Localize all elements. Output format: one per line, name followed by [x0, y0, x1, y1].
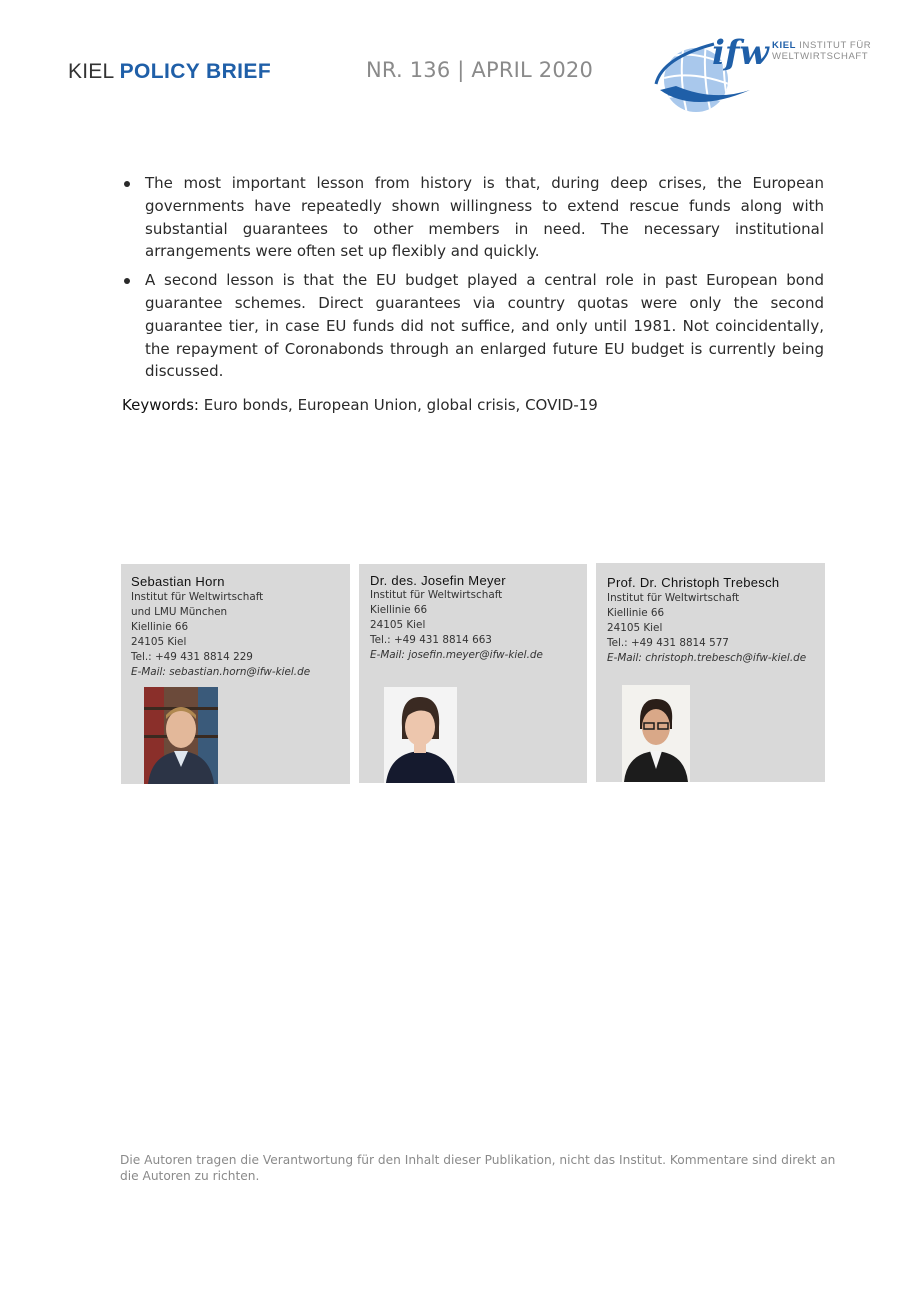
author-street: Kiellinie 66 [131, 621, 189, 633]
author-contact [370, 588, 543, 663]
disclaimer-footer: Die Autoren tragen die Verantwortung für den Inhalt dieser Publikation, nicht das Institut. Kommentare sind direkt an die Autoren zu richten. [120, 1153, 836, 1183]
list-item [122, 172, 824, 263]
keywords-label: Keywords: [122, 396, 199, 414]
series-title [68, 60, 271, 84]
keywords [122, 396, 598, 414]
author-city: 24105 Kiel [131, 636, 187, 648]
author-name: Sebastian Horn [131, 574, 225, 589]
author-city: 24105 Kiel [370, 619, 426, 631]
logo-kiel: KIEL [772, 40, 797, 51]
series-name: POLICY BRIEF [119, 60, 272, 83]
author-institute: Institut für Weltwirtschaft [607, 592, 740, 604]
author-photo-meyer [384, 687, 457, 783]
keywords-value: Euro bonds, European Union, global crisis, COVID-19 [203, 396, 598, 414]
list-item-text: A second lesson is that the EU budget played a central role in past European bond guarantee schemes. Direct guarantees via country quotas were only the second guarantee tier, in case EU funds did not suffice, and only until 1981. Not coincidentally, the repayment of Coronabonds through an enlarged future EU budget is currently being discussed. [145, 271, 824, 381]
author-contact [607, 591, 806, 666]
author-contact [131, 590, 310, 680]
author-phone: Tel.: +49 431 8814 229 [131, 651, 253, 663]
author-street: Kiellinie 66 [607, 607, 665, 619]
author-city: 24105 Kiel [607, 622, 663, 634]
author-institute: Institut für Weltwirtschaft [370, 589, 503, 601]
bullet-dot-icon [124, 278, 130, 284]
author-email[interactable]: E-Mail: josefin.meyer@ifw-kiel.de [370, 649, 543, 661]
author-email[interactable]: E-Mail: sebastian.horn@ifw-kiel.de [131, 666, 311, 678]
list-item [122, 269, 824, 383]
author-institute: Institut für Weltwirtschaft [131, 591, 264, 603]
author-email[interactable]: E-Mail: christoph.trebesch@ifw-kiel.de [607, 652, 807, 664]
bullet-dot-icon [124, 181, 130, 187]
author-affiliation: und LMU München [131, 606, 228, 618]
author-name: Prof. Dr. Christoph Trebesch [607, 575, 780, 590]
author-name: Dr. des. Josefin Meyer [370, 573, 506, 588]
author-card-meyer [359, 564, 587, 783]
author-card-trebesch [596, 563, 825, 782]
issue-number: NR. 136 | APRIL 2020 [366, 58, 594, 82]
author-photo-horn [144, 687, 218, 784]
author-phone: Tel.: +49 431 8814 577 [607, 637, 729, 649]
author-card-horn [121, 564, 350, 784]
series-prefix: KIEL [68, 60, 114, 83]
logo-institute-name [772, 40, 871, 62]
author-street: Kiellinie 66 [370, 604, 428, 616]
list-item-text: The most important lesson from history is that, during deep crises, the European governments have repeatedly shown willingness to extend rescue funds along with substantial guarantees to other members in need. The necessary institutional arrangements were often set up flexibly and quickly. [145, 174, 824, 261]
author-phone: Tel.: +49 431 8814 663 [370, 634, 492, 646]
logo-weltwirtschaft: WELTWIRTSCHAFT [772, 51, 869, 62]
logo-mark: ifw [712, 33, 769, 73]
author-photo-trebesch [622, 685, 690, 782]
key-findings-list [122, 172, 824, 389]
logo-institut-fur: INSTITUT FÜR [799, 40, 872, 51]
